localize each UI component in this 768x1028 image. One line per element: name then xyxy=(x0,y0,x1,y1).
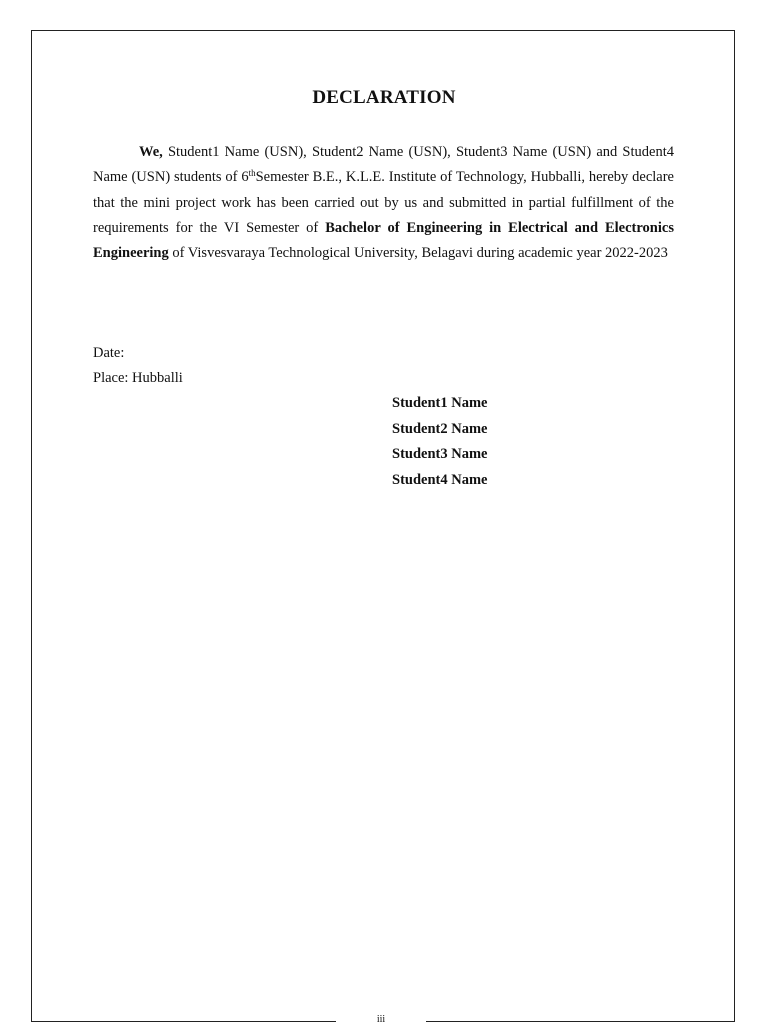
paragraph-institute-text: Semester B.E., K.L.E. Institute of Technology, Hubballi, hereby declare that the mini project work has been carried out by us and submitted in partial fulfillment of the requirements for the VI Semester of xyxy=(93,169,674,236)
paragraph-students-text: Student1 Name (USN), Student2 Name (USN), Student3 Name (USN) and Student4 Name (USN) students of 6 xyxy=(93,144,674,186)
signature-student4: Student4 Name xyxy=(392,471,488,488)
degree-name: Bachelor of Engineering in Electrical and Electronics Engineering xyxy=(93,219,674,262)
semester-ordinal-superscript: th xyxy=(248,168,256,179)
declaration-paragraph xyxy=(93,140,674,266)
place-label: Place: Hubballi xyxy=(93,370,183,386)
page-number: iii xyxy=(376,1014,386,1025)
signature-block xyxy=(392,393,487,495)
date-label: Date: xyxy=(93,345,125,361)
declaration-title: DECLARATION xyxy=(312,87,456,108)
signature-student1: Student1 Name xyxy=(392,395,488,411)
signature-student2: Student2 Name xyxy=(392,420,488,437)
paragraph-university-text: of Visvesvaraya Technological University, Belagavi during academic year 2022-2023 xyxy=(168,245,668,262)
signature-student3: Student3 Name xyxy=(392,446,488,462)
paragraph-opening-word: We, xyxy=(139,144,163,160)
